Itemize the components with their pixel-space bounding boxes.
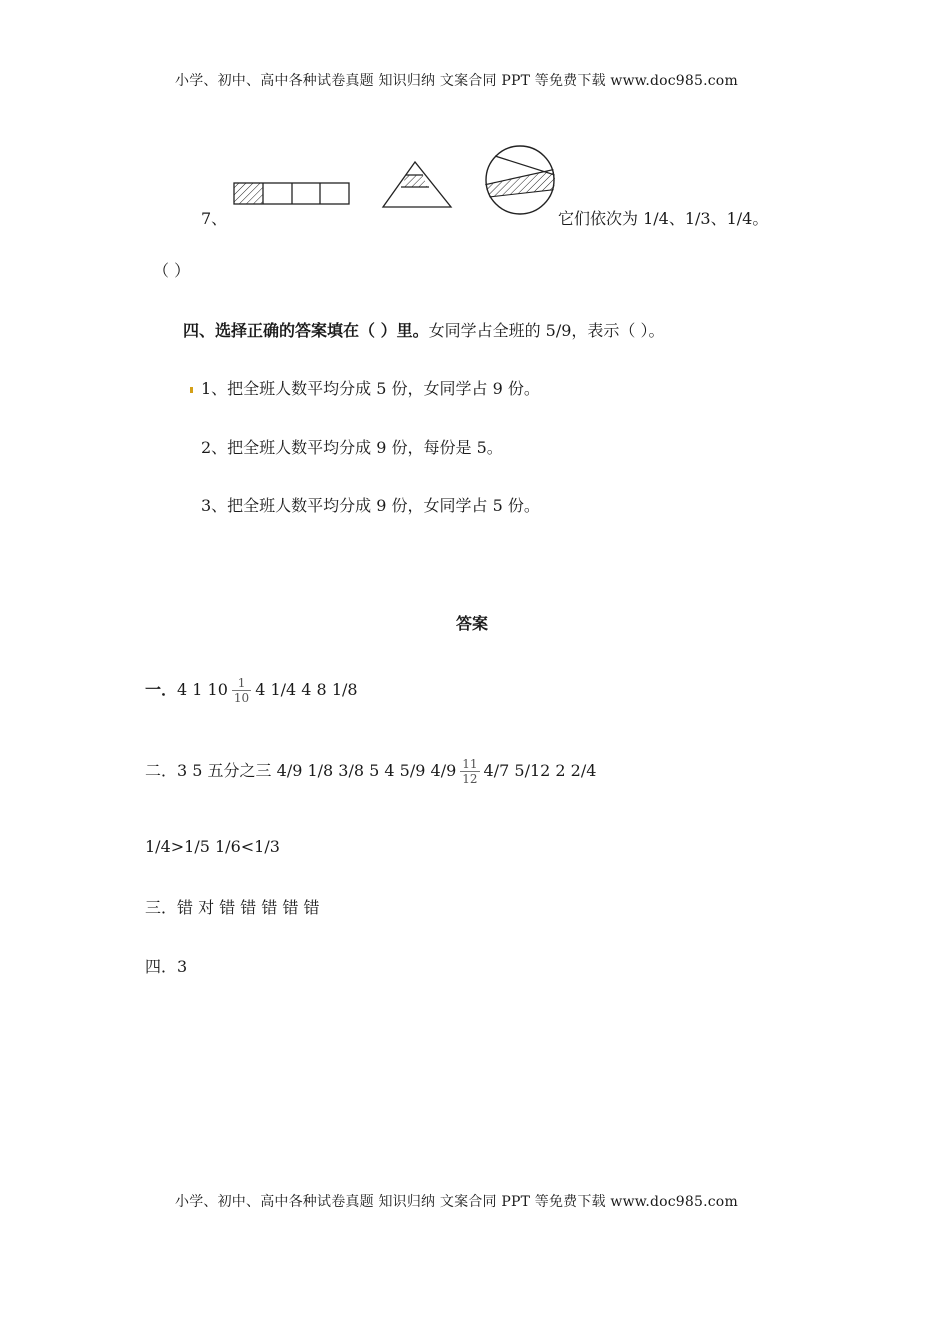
page-header: 小学、初中、高中各种试卷真题 知识归纳 文案合同 PPT 等免费下载 www.doc985.com (175, 73, 738, 89)
section-4-title: 四、选择正确的答案填在（ ）里。 (183, 321, 429, 340)
answers-title: 答案 (456, 614, 489, 633)
rectangle-figure (234, 183, 349, 204)
question-7-number: 7、 (201, 209, 228, 228)
section-4-question: 女同学占全班的 5/9，表示（ ）。 (428, 321, 665, 340)
answer-1: 一．4 1 10 $\frac{1}{10}$ 4 1/4 4 8 1/8 (145, 676, 358, 705)
fraction-1-10: $\frac{1}{10}$ (233, 676, 250, 705)
section-4-line (183, 318, 665, 341)
page-footer: 小学、初中、高中各种试卷真题 知识归纳 文案合同 PPT 等免费下载 www.doc985.com (175, 1194, 738, 1210)
question-7-answer-bracket: （ ） (153, 261, 191, 280)
circle-figure (480, 146, 560, 220)
bullet-marker (190, 387, 193, 393)
answer-2: 二．3 5 五分之三 4/9 1/8 3/8 5 4 5/9 4/9 $\frac{11}{12}$ 4/7 5/12 2 2/4 (145, 757, 597, 786)
option-2: 2、把全班人数平均分成 9 份，每份是 5。 (201, 438, 503, 457)
option-3: 3、把全班人数平均分成 9 份，女同学占 5 份。 (201, 496, 540, 515)
option-1: 1、把全班人数平均分成 5 份，女同学占 9 份。 (190, 376, 540, 399)
answer-2-line-2: 1/4>1/5 1/6<1/3 (145, 837, 280, 856)
answer-4: 四．3 (145, 957, 188, 976)
question-7-statement: 它们依次为 1/4、1/3、1/4。 (558, 209, 769, 228)
fraction-11-12: $\frac{11}{12}$ (462, 757, 478, 786)
answer-3: 三．错 对 错 错 错 错 错 (145, 898, 320, 917)
fraction-figures (225, 140, 565, 225)
triangle-figure (383, 162, 451, 207)
